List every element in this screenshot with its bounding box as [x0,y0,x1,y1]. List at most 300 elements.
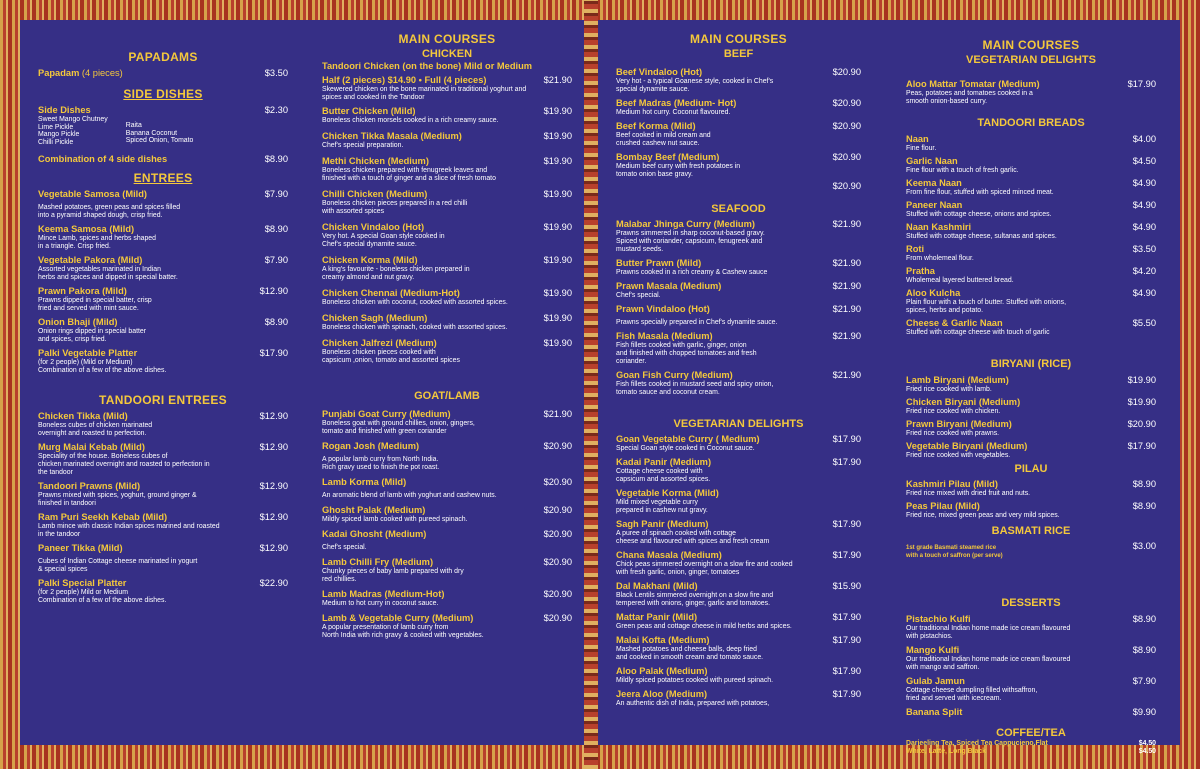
coffee-tea-heading: COFFEE/TEA [996,727,1066,739]
menu-item-name: Chana Masala (Medium) [616,550,722,560]
menu-item-description: finished in tandoori [38,500,96,508]
menu-item-price: $19.90 [543,156,572,166]
menu-item-row [38,348,288,359]
menu-item-description: An aromatic blend of lamb with yoghurt and cashew nuts. [322,492,497,499]
menu-item-price: $19.90 [543,131,572,141]
menu-item-price: $7.90 [264,255,288,266]
menu-item [322,338,572,365]
menu-item-price: $20.90 [543,505,572,515]
menu-item-name: Murg Malai Kebab (Mild) [38,442,145,453]
menu-item-description: crushed cashew nut sauce. [616,140,700,147]
menu-item [38,317,288,344]
menu-item-description: A popular lamb curry from North India. [322,456,439,463]
column-starters [38,20,288,745]
menu-item-name: Punjabi Goat Curry (Medium) [322,409,451,419]
menu-item-name: Prawn Pakora (Mild) [38,286,127,297]
menu-item-row [616,488,861,499]
menu-item-name: Chilli Chicken (Medium) [322,189,428,199]
basmati-description [906,544,1003,560]
menu-item-row [906,375,1156,386]
tandoori-entrees-heading: TANDOORI ENTREES [99,393,227,408]
menu-item [906,645,1156,672]
menu-item-description: chicken marinated overnight and roasted to perfection in [38,461,210,469]
menu-item [322,313,572,332]
menu-item-description: into a pyramid shaped dough, crisp fried. [38,212,163,220]
menu-item-description: Prawns specially prepared in Chef's dynamite sauce. [616,319,778,326]
menu-item-description: Mildly spiced lamb cooked with pureed spinach. [322,516,468,523]
menu-item-description: Fried rice, mixed green peas and very mild spices. [906,512,1060,519]
pilau-heading: PILAU [1014,463,1048,475]
menu-item-name: Vegetable Samosa (Mild) [38,189,148,200]
menu-item-description: tomato onion base gravy. [616,171,693,178]
beef-heading: BEEF [723,48,754,60]
menu-item-row [38,105,288,116]
menu-item-row [616,121,861,132]
menu-item-price: $8.90 [1132,645,1156,655]
menu-item-name: White, Latte, Long Black [906,748,987,755]
menu-item [906,707,1156,718]
menu-item-row [906,419,1156,430]
menu-item-price: $17.90 [832,519,861,529]
menu-item-description: North India with rich gravy & cooked with vegetables. [322,632,484,639]
menu-item-description: Mild mixed vegetable curry [616,499,698,506]
menu-item-name: Pratha [906,266,935,276]
menu-item [906,375,1156,394]
menu-item-description: Prawns cooked in a rich creamy & Cashew sauce [616,269,768,276]
menu-item-description: Boneless chicken morsels cooked in a rich creamy sauce. [322,117,499,124]
menu-item-description: Combination of a few of the above dishes. [38,367,167,375]
menu-item-description: Fried rice cooked with prawns. [906,430,1000,437]
side-dish: Sweet Mango Chutney [38,116,108,123]
menu-item-price: $19.90 [543,106,572,116]
menu-item-description: spices and cooked in the Tandoor [322,94,425,101]
menu-item-description: Boneless chicken with spinach, cooked with assorted spices. [322,324,508,331]
menu-item-description: capsicum and assorted spices. [616,476,711,483]
menu-item-name: Chicken Biryani (Medium) [906,397,1021,407]
papadams-heading: PAPADAMS [128,50,198,64]
menu-item-price: $21.90 [832,219,861,229]
menu-item-description: A popular presentation of lamb curry from [322,624,449,631]
menu-item-name: Combination of 4 side dishes [38,154,168,165]
menu-item-price: $21.90 [832,304,861,314]
menu-item-name: Palki Special Platter [38,578,127,589]
menu-item-description: fried and served with icecream. [906,695,1002,702]
menu-item-price: $19.90 [543,222,572,232]
menu-item-row [322,106,572,117]
menu-item-price: $20.90 [832,67,861,77]
menu-item-description: in a triangle. Crisp fried. [38,243,111,251]
menu-item-row [38,224,288,235]
menu-item [322,156,572,183]
menu-item-price: $4.00 [1132,134,1156,144]
menu-item-description: Medium to hot curry in coconut sauce. [322,600,439,607]
menu-item-name: Gulab Jamun [906,676,965,686]
menu-item-row [906,614,1156,625]
menu-item-name: Goan Vegetable Curry ( Medium) [616,434,760,444]
menu-item [616,258,861,277]
menu-item-description: Peas, potatoes and tomatoes cooked in a [906,90,1033,97]
menu-item-price: $12.90 [259,411,288,422]
menu-item-row [322,505,572,516]
menu-item [616,581,861,608]
menu-item-price: $17.90 [832,666,861,676]
menu-item-price: $19.90 [543,189,572,199]
menu-item-row [906,676,1156,687]
menu-item-row [616,152,861,163]
menu-item-description: with a touch of saffron (per serve) [906,553,1003,559]
menu-item [906,178,1156,197]
menu-item-price: $17.90 [259,348,288,359]
menu-item [616,281,861,300]
menu-item-price: $8.90 [264,224,288,235]
menu-item [616,219,861,254]
menu-item-price: $4.90 [1132,222,1156,232]
menu-item-name: Ram Puri Seekh Kebab (Mild) [38,512,168,523]
menu-item-row [38,68,288,79]
menu-left-page [20,20,584,745]
menu-item-name: Bombay Beef (Medium) [616,152,720,162]
menu-item-name: Butter Chicken (Mild) [322,106,416,116]
menu-item-price: $8.90 [1132,614,1156,624]
menu-item-price: $17.90 [832,434,861,444]
menu-item-description: Chef's special. [322,544,367,551]
menu-item-price: $20.90 [832,152,861,162]
menu-item-name: Lamb Chilli Fry (Medium) [322,557,434,567]
menu-item-name: Keema Naan [906,178,962,188]
menu-fold-spine [584,0,598,769]
menu-item-price: $20.90 [543,589,572,599]
menu-item [906,614,1156,641]
menu-item-row [616,304,861,315]
menu-item-row [616,219,861,230]
menu-item [38,224,288,251]
menu-item-price: $4.20 [1132,266,1156,276]
menu-item-description: special dynamite sauce. [616,86,690,93]
menu-item [616,304,861,327]
menu-item-description: cheese and flavoured with spices and fresh cream [616,538,770,545]
menu-item-row [906,740,1156,748]
menu-item-description: herbs and spices and dipped in special batter. [38,274,178,282]
menu-item [322,441,572,472]
menu-item-price: $3.00 [1132,541,1156,551]
menu-item-description: red chillies. [322,576,357,583]
menu-item-row [616,434,861,445]
menu-item [322,189,572,216]
menu-item-row [38,578,288,589]
menu-item [322,557,572,584]
menu-item-description: Chef's special. [616,292,661,299]
menu-item-description: in the tandoor [38,531,81,539]
menu-item-name: Kadai Panir (Medium) [616,457,712,467]
menu-item-row [906,244,1156,255]
menu-item [38,578,288,605]
menu-item-row [616,181,861,192]
menu-item-description: tomato sauce and coconut cream. [616,389,720,396]
menu-item-price: $17.90 [832,457,861,467]
menu-item-description: Stuffed with cottage cheese, sultanas and spices. [906,233,1057,240]
menu-item-row [906,134,1156,145]
menu-item [906,318,1156,337]
menu-item-price: $4.90 [1132,200,1156,210]
menu-item-row [616,281,861,292]
menu-item-row [322,477,572,488]
menu-item-price: $5.50 [1132,318,1156,328]
desserts-heading: DESSERTS [1001,597,1061,609]
menu-item-name: Beef Madras (Medium- Hot) [616,98,737,108]
menu-item-description: Fine flour. [906,145,937,152]
biryani-heading: BIRYANI (RICE) [990,358,1072,370]
menu-item-row [322,441,572,452]
menu-item-description: Boneless goat with ground chillies, onion, gingers, [322,420,475,427]
menu-item-description: Medium beef curry with fresh potatoes in [616,163,741,170]
menu-item-name: Kashmiri Pilau (Mild) [906,479,998,489]
menu-item-description: A king's favourite - boneless chicken prepared in [322,266,470,273]
menu-item-name: Prawn Vindaloo (Hot) [616,304,710,314]
menu-item-description: Rich gravy used to finish the pot roast. [322,464,440,471]
menu-item-description: tomato and finished with green coriander [322,428,447,435]
menu-item-description: tempered with onions, ginger, garlic and tomatoes. [616,600,770,607]
menu-item [906,134,1156,153]
menu-item [38,512,288,539]
menu-item-name: Banana Split [906,707,963,717]
menu-item-name: Prawn Masala (Medium) [616,281,722,291]
menu-item-price: $12.90 [259,481,288,492]
menu-item-row [616,519,861,530]
menu-item-description: Chef's special dynamite sauce. [322,241,417,248]
menu-item-description: Our traditional Indian home made ice cream flavoured [906,625,1071,632]
menu-item-description: the tandoor [38,469,73,477]
menu-item-description: Prawns dipped in special batter, crisp [38,297,152,305]
menu-item-price: $7.90 [264,189,288,200]
menu-item-description: Chunky pieces of baby lamb prepared with dry [322,568,464,575]
menu-item-name: Ghosht Palak (Medium) [322,505,426,515]
menu-item-price: $20.90 [543,613,572,623]
menu-item-row [616,581,861,592]
menu-item-name: Chicken Tikka (Mild) [38,411,128,422]
menu-item-name: Chicken Jalfrezi (Medium) [322,338,437,348]
menu-item-row [616,370,861,381]
menu-item-price: $21.90 [543,409,572,419]
menu-item-name: Garlic Naan [906,156,958,166]
menu-item [38,255,288,282]
menu-item-name: Aloo Kulcha [906,288,961,298]
menu-item-description: Fried rice cooked with vegetables. [906,452,1011,459]
menu-item-description: 1st grade Basmati steamed rice [906,545,997,551]
menu-item [616,121,861,148]
menu-item [38,481,288,508]
menu-item [322,288,572,307]
menu-item [616,434,861,453]
menu-item [38,348,288,375]
menu-item-price: $17.90 [832,612,861,622]
menu-item-row [322,131,572,142]
menu-item [906,222,1156,241]
menu-item-description: Cottage cheese cooked with [616,468,703,475]
side-dish: Spiced Onion, Tomato [125,137,194,145]
menu-item-row [616,98,861,109]
menu-item-row [322,557,572,568]
menu-item-name: Lamb Madras (Medium-Hot) [322,589,445,599]
menu-item [616,635,861,662]
menu-item-description: creamy almond and nut gravy. [322,274,415,281]
menu-item [616,666,861,685]
menu-item-description: Speciality of the house. Boneless cubes of [38,453,168,461]
menu-item-row [906,397,1156,408]
menu-item-name: Tandoori Chicken (on the bone) Mild or Medium [322,61,533,71]
menu-item-price: $19.90 [543,313,572,323]
menu-item-price: $4.90 [1132,178,1156,188]
menu-item-price: $19.90 [543,338,572,348]
menu-item-row [38,154,288,165]
menu-item-name: Lamb & Vegetable Curry (Medium) [322,613,474,623]
menu-item-name: Aloo Palak (Medium) [616,666,708,676]
menu-item-price: $8.90 [1132,501,1156,511]
menu-item-price: $17.90 [832,550,861,560]
menu-item-name: Mango Kulfi [906,645,960,655]
menu-item-description: Medium hot curry. Coconut flavoured. [616,109,731,116]
menu-item-price: $17.90 [1127,79,1156,89]
menu-item-row [616,635,861,646]
menu-item-price: $8.90 [1132,479,1156,489]
menu-item-description: Very hot. A special Goan style cooked in [322,233,445,240]
menu-item-description: Spiced with coriander, capsicum, fenugreek and [616,238,763,245]
menu-item-price: $17.90 [832,689,861,699]
menu-item-price: $15.90 [832,581,861,591]
menu-item-name: Paneer Naan [906,200,963,210]
side-dishes-left [38,116,108,146]
menu-item-row [38,411,288,422]
menu-item-name: Keema Samosa (Mild) [38,224,135,235]
menu-item-price: $9.90 [1132,707,1156,717]
basmati-rice-heading: BASMATI RICE [991,525,1071,537]
menu-item-name: Chicken Korma (Mild) [322,255,418,265]
menu-item-name: Palki Vegetable Platter [38,348,138,359]
menu-item-name: Butter Prawn (Mild) [616,258,702,268]
menu-item [38,154,288,165]
menu-item [906,676,1156,703]
menu-item-price: $12.90 [259,543,288,554]
side-dishes-heading: SIDE DISHES [123,87,203,101]
chicken-heading: CHICKEN [421,48,473,60]
menu-item [616,370,861,397]
menu-item-row [906,645,1156,656]
main-courses-heading: MAIN COURSES [690,32,787,46]
menu-item-price: $3.50 [264,68,288,78]
menu-item-price: $20.90 [832,181,861,191]
main-courses-heading: MAIN COURSES [982,38,1080,52]
menu-item [322,409,572,436]
menu-item-name: Naan [906,134,929,144]
menu-item-row [906,79,1156,90]
menu-item [616,612,861,631]
menu-item-description: Boneless chicken pieces prepared in a red chilli [322,200,468,207]
menu-item-description: spices, herbs and potato. [906,307,983,314]
menu-item [906,200,1156,219]
menu-item-price: $4.50 [1138,748,1156,755]
menu-item-price: $20.90 [1127,419,1156,429]
menu-item-description: Prawns simmered in sharp coconut-based gravy. [616,230,765,237]
menu-item [616,331,861,366]
menu-item-description: Our traditional Indian home made ice cream flavoured [906,656,1071,663]
menu-item-description: Mashed potatoes, green peas and spices filled [38,204,181,212]
side-dishes-list [38,116,288,146]
menu-item-name: Papadam (4 pieces) [38,68,123,78]
menu-item-name: Vegetable Biryani (Medium) [906,441,1028,451]
menu-item-price: $4.50 [1138,740,1156,747]
menu-item-row [906,222,1156,233]
menu-item-description: capsicum ,onion, tomato and assorted spices [322,357,460,364]
menu-item-description: Assorted vegetables marinated in Indian [38,266,161,274]
menu-item-name: Beef Korma (Mild) [616,121,696,131]
menu-item-description: Fine flour with a touch of fresh garlic. [906,167,1019,174]
menu-item-description: & special spices [38,566,88,574]
menu-item-description: Onion rings dipped in special batter [38,328,147,336]
menu-item-row [906,266,1156,277]
main-courses-heading: MAIN COURSES [398,32,496,46]
menu-item [38,189,288,220]
menu-item-description: Cottage cheese dumpling filled withsaffron, [906,687,1038,694]
menu-item-description: From wholemeal flour. [906,255,974,262]
menu-item-row [322,313,572,324]
menu-item [906,479,1156,498]
menu-item-price: $19.90 [1127,397,1156,407]
menu-item-name: Onion Bhaji (Mild) [38,317,118,328]
menu-item-description: Boneless chicken with coconut, cooked with assorted spices. [322,299,508,306]
menu-item-description: Fried rice cooked with lamb. [906,386,992,393]
tandoori-breads-heading: TANDOORI BREADS [977,117,1085,129]
menu-item-row [906,200,1156,211]
menu-item-price: $21.90 [543,75,572,85]
menu-item [322,505,572,524]
menu-item-description: smooth onion-based curry. [906,98,988,105]
menu-item-description: Skewered chicken on the bone marinated in traditional yoghurt and [322,86,527,93]
menu-item-description: Fish fillets cooked with garlic, ginger, onion [616,342,747,349]
menu-item-price: $21.90 [832,370,861,380]
menu-item [322,106,572,125]
side-dish: Chilli Pickle [38,138,74,146]
menu-item-price: $20.90 [832,98,861,108]
menu-item [906,441,1156,460]
menu-item-price: $20.90 [543,477,572,487]
seafood-heading: SEAFOOD [711,203,766,215]
menu-item-price: $22.90 [259,578,288,589]
side-dish: Raita [125,122,142,129]
menu-item-price: $19.90 [543,255,572,265]
menu-item-description: Cubes of Indian Cottage cheese marinated in yogurt [38,558,198,566]
menu-item-name: Sagh Panir (Medium) [616,519,709,529]
menu-item-name: Chicken Tikka Masala (Medium) [322,131,462,141]
menu-item-description: and cooked in smooth cream and tomato sauce. [616,654,764,661]
menu-item-price: $20.90 [832,121,861,131]
menu-item-name: Malabar Jhinga Curry (Medium) [616,219,755,229]
goat-lamb-heading: GOAT/LAMB [414,390,480,402]
menu-item-description: An authentic dish of India, prepared with potatoes, [616,700,770,707]
menu-item-name: Dal Makhani (Mild) [616,581,698,591]
menu-item-description: Prawns mixed with spices, yoghurt, ground ginger & [38,492,197,500]
menu-item-row [322,255,572,266]
menu-item [38,543,288,574]
menu-item [322,477,572,500]
menu-item [906,266,1156,285]
menu-item [322,589,572,608]
menu-item-description: Fried rice cooked with chicken. [906,408,1001,415]
menu-item-description: with mango and saffron. [906,664,980,671]
menu-item-name: Side Dishes [38,105,91,115]
menu-item-price: $7.90 [1132,676,1156,686]
side-dishes-right [126,116,194,146]
menu-item-name: Aloo Mattar Tomatar (Medium) [906,79,1040,89]
menu-item-description: Boneless chicken pieces cooked with [322,349,436,356]
